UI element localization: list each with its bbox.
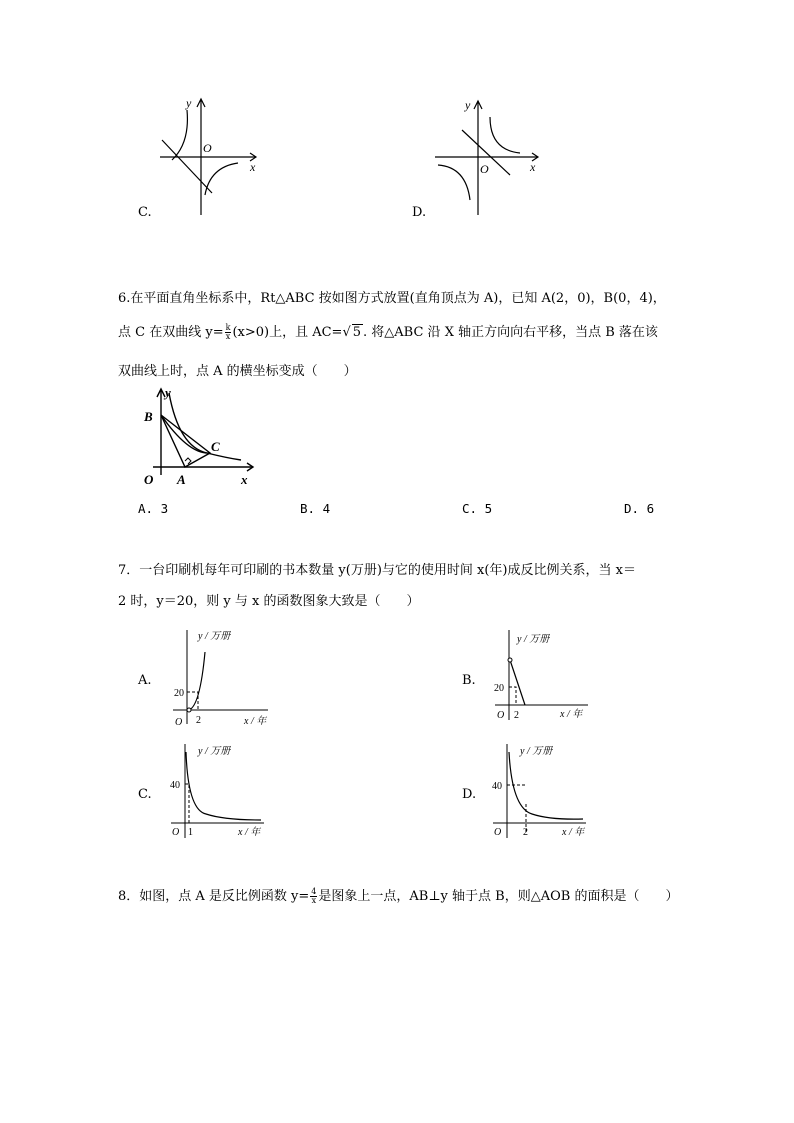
point-a-label: A [177, 472, 186, 487]
q5-graph-c [150, 95, 270, 220]
k-over-x-fraction [225, 324, 232, 341]
dashed-guide [509, 687, 516, 705]
y-axis-label: y / 万册 [520, 746, 553, 757]
q7-graph-a [168, 628, 278, 728]
fraction-numerator: 4 [311, 887, 317, 896]
q6-line-2-text-c: . 将△ABC 沿 X 轴正方向向右平移，当点 B 落在该 [363, 325, 658, 340]
x-axis-label: x [241, 472, 248, 487]
q7-option-b-label[interactable]: B. [462, 673, 476, 688]
q6-line-1: 6.在平面直角坐标系中，Rt△ABC 按如图方式放置(直角顶点为 A)，已知 A(2，0)，B(0，4)， [118, 291, 666, 306]
point-c-label: C [211, 439, 220, 454]
x-tick-label: 2 [196, 715, 201, 726]
q6-line-2-text-a: 点 C 在双曲线 y= [118, 325, 224, 340]
open-point [508, 658, 512, 662]
open-point [187, 708, 191, 712]
x-axis-label: x / 年 [238, 827, 261, 838]
y-tick-label: 40 [170, 780, 180, 791]
y-axis-label: y / 万册 [198, 746, 231, 757]
q7-line-2: 2 时，y＝20，则 y 与 x 的函数图象大致是（ ） [118, 594, 420, 609]
x-axis-label: x / 年 [560, 709, 583, 720]
q6-option-d[interactable]: D. 6 [624, 501, 655, 516]
x-axis-label: x / 年 [562, 827, 585, 838]
y-axis-label: y / 万册 [198, 631, 231, 642]
q6-line-2-text-b: (x>0)上，且 AC= [232, 325, 343, 340]
y-tick-label: 20 [494, 683, 504, 694]
fraction-numerator: k [225, 323, 231, 332]
hyperbola-branch-lower [438, 165, 470, 200]
x-tick-label: 1 [188, 827, 193, 838]
sqrt-argument: 5 [352, 325, 362, 340]
point-b-label: B [144, 409, 153, 424]
q7-option-d-label[interactable]: D. [462, 787, 477, 802]
fraction-denominator: x [225, 332, 231, 341]
q5-option-d-label[interactable]: D. [412, 205, 427, 220]
dashed-guide [185, 784, 189, 823]
sqrt-symbol: √ [342, 325, 351, 340]
x-axis-label: x / 年 [244, 716, 267, 727]
x-tick-label: 2 [514, 710, 519, 721]
q7-option-a-label[interactable]: A. [138, 673, 152, 688]
fraction-denominator: x [311, 896, 317, 905]
origin-label: O [497, 710, 505, 721]
q7-graph-c [166, 742, 276, 842]
q8-line [118, 888, 678, 905]
q7-option-c-label[interactable]: C. [138, 787, 152, 802]
q6-option-b[interactable]: B. 4 [300, 501, 331, 516]
origin-label: O [175, 717, 183, 728]
y-axis-label: y [165, 385, 171, 400]
curve [186, 752, 261, 820]
y-axis-label: y [186, 96, 192, 110]
y-axis-label: y / 万册 [517, 634, 550, 645]
q6-line-2 [118, 324, 658, 341]
right-angle-mark [185, 458, 191, 464]
y-tick-label: 40 [492, 781, 502, 792]
q5-option-c-label[interactable]: C. [138, 205, 152, 220]
curve [509, 752, 583, 819]
q5-graph-d [430, 95, 550, 220]
q8-text-b: 是图象上一点，AB⊥y 轴于点 B，则△AOB 的面积是（ ） [318, 889, 679, 904]
origin-label: O [172, 827, 180, 838]
q8-text-a: 8．如图，点 A 是反比例函数 y= [118, 889, 310, 904]
origin-label: O [494, 827, 502, 838]
q7-graph-b [490, 628, 600, 728]
line-segment [510, 660, 525, 705]
origin-label: O [203, 141, 212, 155]
q7-line-1: 7．一台印刷机每年可印刷的书本数量 y(万册)与它的使用时间 x(年)成反比例关系，当 x＝ [118, 563, 636, 578]
hyperbola-branch-upper [490, 117, 520, 153]
q6-option-c[interactable]: C. 5 [462, 501, 493, 516]
q6-line-3: 双曲线上时，点 A 的横坐标变成（ ） [118, 364, 357, 379]
x-axis-label: x [250, 160, 256, 174]
q6-option-a[interactable]: A. 3 [138, 501, 169, 516]
y-axis-label: y [465, 98, 471, 112]
q7-graph-d [488, 742, 598, 842]
x-tick-label: 2 [523, 827, 528, 838]
origin-label: O [480, 162, 489, 176]
triangle-abc [161, 415, 210, 467]
q6-figure [137, 385, 262, 488]
four-over-x-fraction [310, 888, 317, 905]
curve [189, 652, 205, 710]
y-tick-label: 20 [174, 688, 184, 699]
origin-label: O [144, 472, 154, 487]
x-axis-label: x [530, 160, 536, 174]
